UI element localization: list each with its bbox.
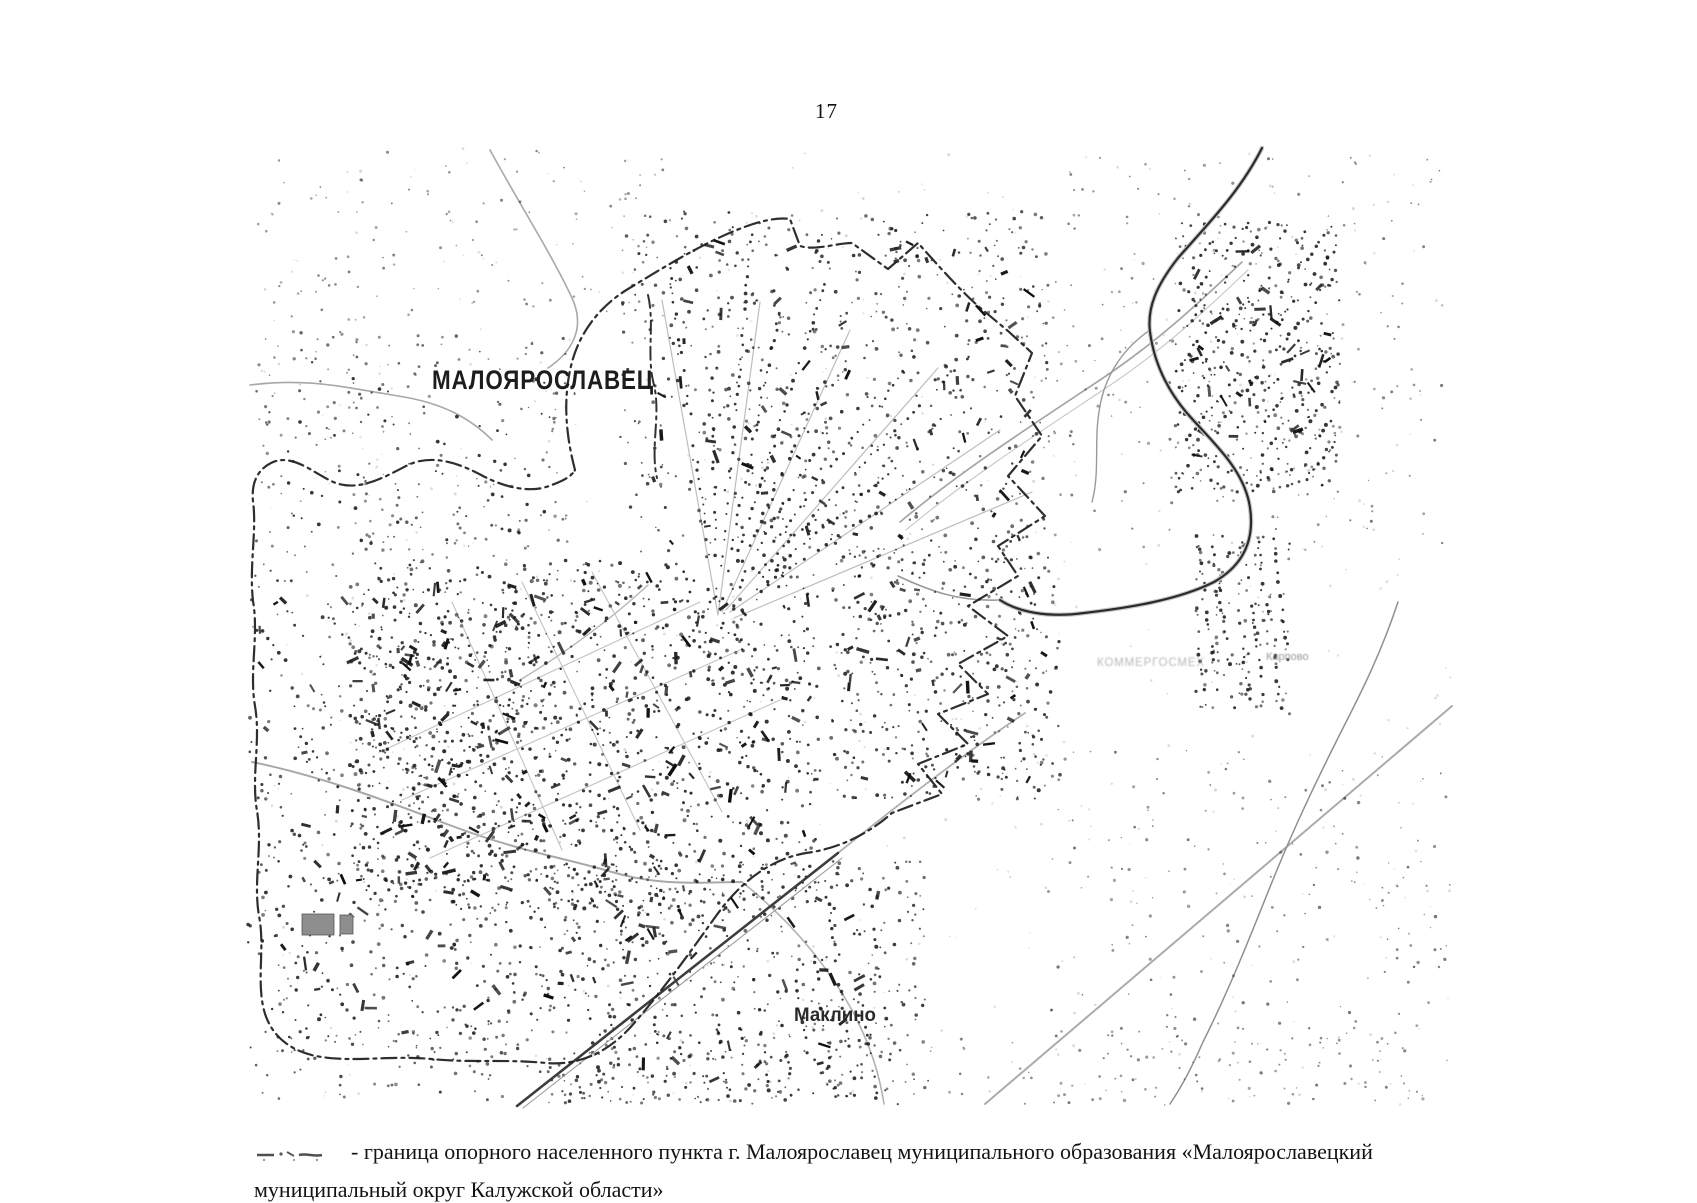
legend-caption <box>254 1139 1373 1165</box>
map-label-karpovo: Карпово <box>1266 651 1309 663</box>
legend-caption-line2: муниципальный округ Калужской области» <box>254 1177 664 1202</box>
map-label-city: МАЛОЯРОСЛАВЕЦ <box>432 365 654 395</box>
settlement-boundary-line <box>252 219 1045 1064</box>
map-label-illegible: КОММЕРГОСМЕХ <box>1097 655 1205 669</box>
boundary-line-symbol <box>254 1146 338 1164</box>
page-number: 17 <box>815 99 838 123</box>
river-line <box>1000 148 1262 615</box>
map-terrain-texture <box>246 147 1452 1108</box>
legend-caption-line1: - граница опорного населенного пункта г. Малоярославец муниципального образования «Малоярославецкий <box>351 1139 1373 1164</box>
map-label-maklino: Маклино <box>794 1005 876 1026</box>
